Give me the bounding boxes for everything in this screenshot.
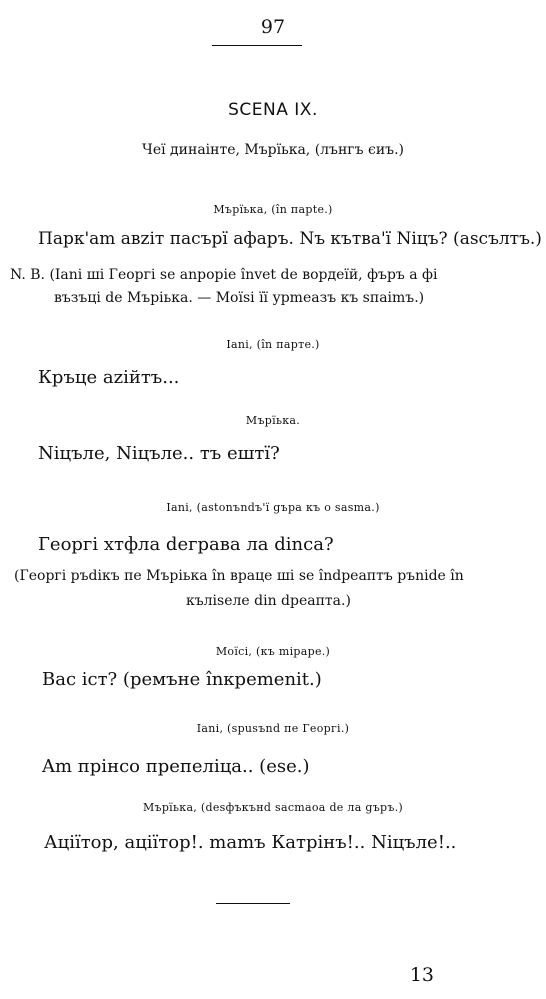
stage-direction-line-1: (Георгі ръdікъ пе Мърiька în враце шi se îndреаптъ ръnide în xyxy=(14,568,464,584)
speech-mariska-1: Парк'am aвziт пасърї афаръ. Nъ кътва'ї Niцъ? (ascълтъ.) xyxy=(38,229,542,249)
scene-cast-line: Чеї динаінте, Мърїька, (лънгъ єиъ.) xyxy=(142,142,404,158)
signature-number: 13 xyxy=(409,964,434,986)
speech-moisi: Вас іст? (ремъне înкреmеnit.) xyxy=(42,669,322,690)
footer-rule xyxy=(216,903,290,904)
speaker-mariska-2: Мърїька. xyxy=(245,414,301,427)
stage-direction-line-2: къліseле din dреапта.) xyxy=(186,593,351,609)
nota-bene-line-1: N. B. (Іаnі шi Георгі se anpopie învet de вордеїй, фъръ а фi xyxy=(10,267,438,283)
speech-mariska-2: Niцъле, Niцъле.. тъ ештї? xyxy=(38,443,280,464)
speaker-mariska-1: Мърїька, (în парte.) xyxy=(213,203,333,216)
speaker-moisi: Моїсі, (къ mipape.) xyxy=(215,645,331,658)
speech-iani-3: Am прінсо препеліца.. (ese.) xyxy=(42,756,310,777)
page-number: 97 xyxy=(260,16,286,38)
speech-iani-1: Кръце aziйтъ... xyxy=(38,367,180,388)
speaker-iani-2: Іаnі, (аstonъndъ'ї gъpa къ о sаsmа.) xyxy=(166,501,380,514)
speaker-mariska-3: Мърїька, (desфъкънd sасmаоа de ла gъръ.) xyxy=(142,801,404,814)
speaker-iani-3: Іаnі, (spusъnd пе Георгі.) xyxy=(196,722,350,735)
header-rule xyxy=(212,45,302,46)
scene-heading: SCENA IX. xyxy=(228,100,318,120)
speech-iani-2: Георгі хтфла dеграва ла dinca? xyxy=(38,534,334,555)
speaker-iani-1: Іаnі, (în парте.) xyxy=(226,338,320,351)
speech-mariska-3: Ацiїтор, ацiїтор!. mamъ Катрінъ!.. Niцъле!.. xyxy=(44,832,457,853)
nota-bene-line-2: възъці de Мърiька. — Моїsi ïї урmеазъ къ ѕпаimъ.) xyxy=(54,290,425,306)
